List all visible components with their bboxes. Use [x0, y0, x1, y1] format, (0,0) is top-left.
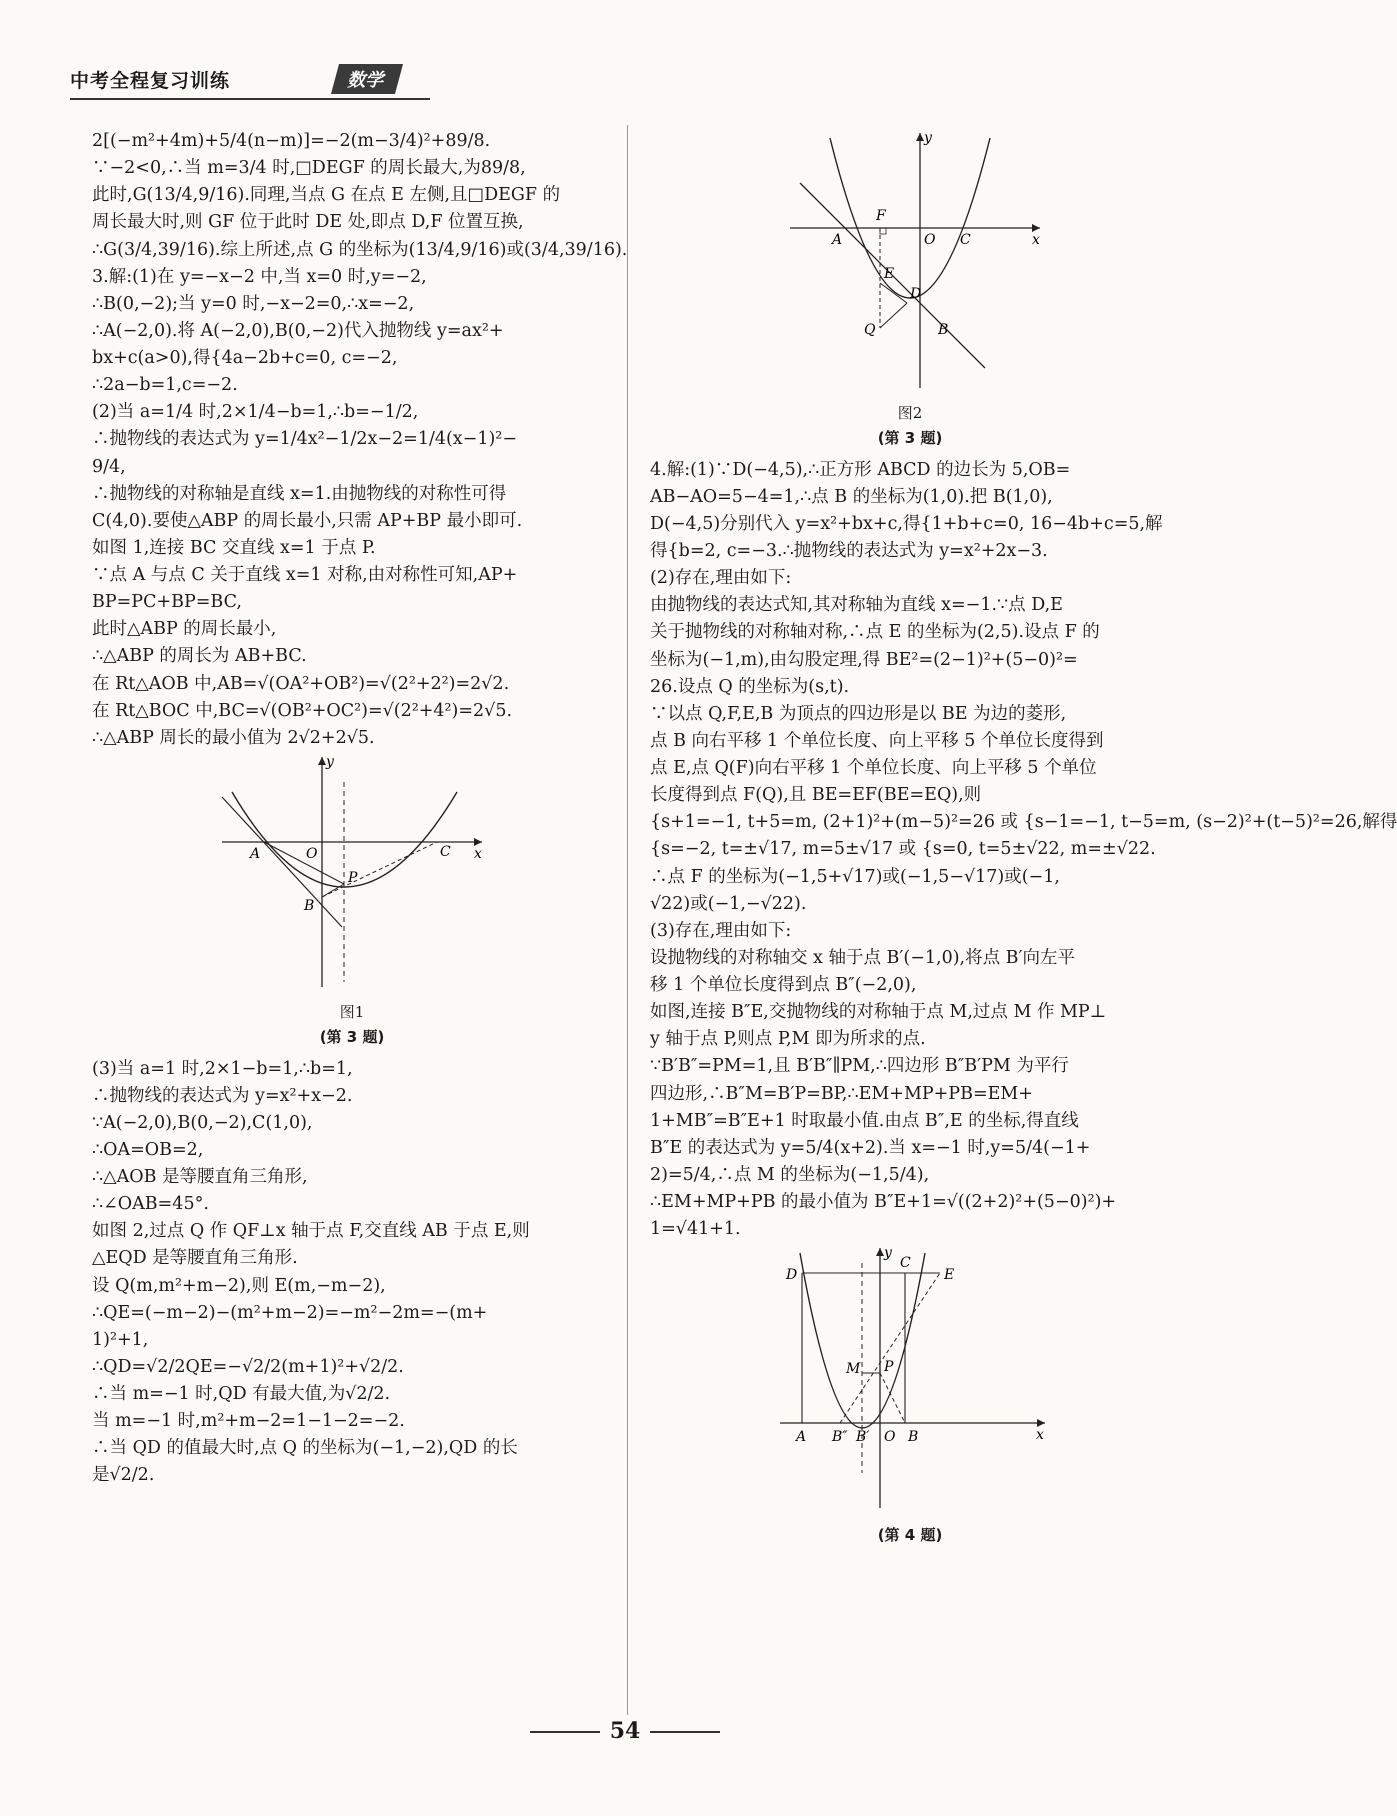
- fig3-label-D: D: [786, 1267, 798, 1284]
- text-line: ∴QD=√2/2QE=−√2/2(m+1)²+√2/2.: [92, 1356, 404, 1377]
- figure-2-graph: [760, 128, 1060, 393]
- text-line: 由抛物线的表达式知,其对称轴为直线 x=−1.∵点 D,E: [650, 595, 1063, 616]
- left-text-block-1: [92, 128, 628, 752]
- text-line: 如图 1,连接 BC 交直线 x=1 于点 P.: [92, 537, 376, 558]
- fig2-label-O: O: [924, 232, 936, 248]
- text-line: 26.设点 Q 的坐标为(s,t).: [650, 676, 850, 697]
- fig1-label-y: y: [326, 753, 334, 770]
- text-line: 9/4,: [92, 456, 126, 477]
- figure-1: [92, 752, 612, 1050]
- fig1-label-O: O: [306, 845, 318, 862]
- fig3-label-E: E: [944, 1267, 955, 1284]
- text-line: 长度得到点 F(Q),且 BE=EF(BE=EQ),则: [650, 785, 982, 806]
- fig3-label-B-prime: B′: [856, 1429, 870, 1446]
- text-line: ∵A(−2,0),B(0,−2),C(1,0),: [92, 1112, 313, 1133]
- figure-2: [650, 128, 1170, 451]
- text-line: ∴B(0,−2);当 y=0 时,−x−2=0,∴x=−2,: [92, 293, 415, 314]
- text-line: 周长最大时,则 GF 位于此时 DE 处,即点 D,F 位置互换,: [92, 212, 524, 233]
- page-number: 54: [609, 1718, 641, 1744]
- fig2-label-y: y: [924, 130, 932, 146]
- right-column: [650, 128, 1397, 1554]
- book-title: 中考全程复习训练: [70, 70, 231, 92]
- text-line: (2)存在,理由如下:: [650, 568, 792, 589]
- text-line: ∴点 F 的坐标为(−1,5+√17)或(−1,5−√17)或(−1,: [650, 866, 1060, 887]
- left-column: [92, 128, 628, 1490]
- fig2-label-D: D: [910, 286, 922, 302]
- fig2-label-B: B: [938, 322, 949, 338]
- text-line: ∴△ABP 的周长为 AB+BC.: [92, 646, 307, 667]
- figure-3: [650, 1243, 1170, 1547]
- text-line: ∵以点 Q,F,E,B 为顶点的四边形是以 BE 为边的菱形,: [650, 703, 1067, 724]
- figure-1-caption: (第 3 题): [319, 1028, 385, 1047]
- header-rule: [70, 98, 430, 100]
- text-line: √22)或(−1,−√22).: [650, 893, 807, 914]
- fig2-label-A: A: [832, 232, 843, 248]
- figure-1-label: 图1: [339, 1003, 365, 1021]
- text-line: 点 B 向右平移 1 个单位长度、向上平移 5 个单位长度得到: [650, 730, 1104, 751]
- text-line: 在 Rt△AOB 中,AB=√(OA²+OB²)=√(2²+2²)=2√2.: [92, 673, 510, 694]
- text-line: {s+1=−1, t+5=m, (2+1)²+(m−5)²=26 或 {s−1=−1, t−5=m, (s−2)²+(t−5)²=26,解得: [650, 812, 1397, 833]
- text-line: 此时△ABP 的周长最小,: [92, 619, 277, 640]
- fig1-label-A: A: [250, 845, 261, 862]
- text-line: ∴抛物线的表达式为 y=1/4x²−1/2x−2=1/4(x−1)²−: [92, 429, 517, 450]
- fig3-label-M: M: [846, 1361, 861, 1378]
- text-line: ∴2a−b=1,c=−2.: [92, 375, 238, 396]
- text-line: 设抛物线的对称轴交 x 轴于点 B′(−1,0),将点 B′向左平: [650, 947, 1075, 968]
- text-line: ∴EM+MP+PB 的最小值为 B″E+1=√((2+2)²+(5−0)²)+: [650, 1192, 1117, 1212]
- text-line: ∴抛物线的表达式为 y=x²+x−2.: [92, 1085, 353, 1106]
- fig3-label-B-double-prime: B″: [832, 1429, 848, 1446]
- fig3-label-B: B: [908, 1429, 919, 1446]
- text-line: C(4,0).要使△ABP 的周长最小,只需 AP+BP 最小即可.: [92, 510, 523, 531]
- text-line: AB−AO=5−4=1,∴点 B 的坐标为(1,0).把 B(1,0),: [650, 486, 1053, 507]
- text-line: 此时,G(13/4,9/16).同理,当点 G 在点 E 左侧,且□DEGF 的: [92, 185, 561, 206]
- left-text-block-2: [92, 1056, 612, 1490]
- text-line: 设 Q(m,m²+m−2),则 E(m,−m−2),: [92, 1275, 386, 1296]
- text-line: BP=PC+BP=BC,: [92, 592, 242, 613]
- text-line: ∵点 A 与点 C 关于直线 x=1 对称,由对称性可知,AP+: [92, 565, 518, 585]
- text-line: 3.解:(1)在 y=−x−2 中,当 x=0 时,y=−2,: [92, 266, 427, 287]
- subject-badge: 数学: [331, 64, 403, 94]
- fig1-label-P: P: [348, 869, 358, 886]
- text-line: 4.解:(1)∵D(−4,5),∴正方形 ABCD 的边长为 5,OB=: [650, 459, 1071, 480]
- text-line: 1+MB″=B″E+1 时取最小值.由点 B″,E 的坐标,得直线: [650, 1110, 1079, 1131]
- text-line: 当 m=−1 时,m²+m−2=1−1−2=−2.: [92, 1411, 405, 1432]
- text-line: 1)²+1,: [92, 1329, 149, 1350]
- text-line: ∴△ABP 周长的最小值为 2√2+2√5.: [92, 727, 375, 748]
- page-header: [70, 58, 1190, 110]
- fig2-label-x: x: [1032, 232, 1040, 248]
- figure-2-label: 图2: [897, 404, 923, 423]
- text-line: 四边形,∴B″M=B′P=BP,∴EM+MP+PB=EM+: [650, 1083, 1033, 1104]
- column-divider: [627, 125, 628, 1715]
- text-line: {s=−2, t=±√17, m=5±√17 或 {s=0, t=5±√22, m=±√22.: [650, 839, 1156, 860]
- text-line: bx+c(a>0),得{4a−2b+c=0, c=−2,: [92, 348, 398, 368]
- text-line: 坐标为(−1,m),由勾股定理,得 BE²=(2−1)²+(5−0)²=: [650, 649, 1078, 670]
- text-line: B″E 的表达式为 y=5/4(x+2).当 x=−1 时,y=5/4(−1+: [650, 1137, 1091, 1158]
- text-line: ∴QE=(−m−2)−(m²+m−2)=−m²−2m=−(m+: [92, 1302, 488, 1323]
- text-line: (2)当 a=1/4 时,2×1/4−b=1,∴b=−1/2,: [92, 402, 419, 423]
- text-line: (3)存在,理由如下:: [650, 920, 792, 941]
- figure-3-graph: [760, 1243, 1060, 1513]
- text-line: 1=√41+1.: [650, 1219, 741, 1240]
- text-line: 如图 2,过点 Q 作 QF⊥x 轴于点 F,交直线 AB 于点 E,则: [92, 1221, 530, 1242]
- fig2-label-Q: Q: [864, 322, 876, 338]
- figure-2-caption: (第 3 题): [877, 429, 943, 448]
- text-line: ∴A(−2,0).将 A(−2,0),B(0,−2)代入抛物线 y=ax²+: [92, 320, 504, 341]
- figure-1-graph: [202, 752, 502, 992]
- fig3-label-O: O: [884, 1429, 896, 1446]
- text-line: ∴△AOB 是等腰直角三角形,: [92, 1167, 308, 1187]
- fig1-label-C: C: [440, 843, 451, 860]
- text-line: ∴当 QD 的值最大时,点 Q 的坐标为(−1,−2),QD 的长: [92, 1438, 518, 1459]
- fig1-label-B: B: [304, 897, 315, 914]
- text-line: 如图,连接 B″E,交抛物线的对称轴于点 M,过点 M 作 MP⊥: [650, 1002, 1107, 1023]
- fig3-label-P: P: [884, 1359, 894, 1376]
- fig2-label-F: F: [876, 208, 886, 224]
- text-line: △EQD 是等腰直角三角形.: [92, 1248, 298, 1269]
- page-number-footer: [0, 1718, 1250, 1744]
- fig3-label-x: x: [1036, 1427, 1044, 1444]
- footer-ornament-right: [650, 1731, 720, 1733]
- text-line: 2[(−m²+4m)+5/4(n−m)]=−2(m−3/4)²+89/8.: [92, 131, 491, 151]
- text-line: y 轴于点 P,则点 P,M 即为所求的点.: [650, 1029, 926, 1050]
- fig3-label-A: A: [796, 1429, 807, 1446]
- fig2-label-C: C: [960, 232, 971, 248]
- text-line: ∴G(3/4,39/16).综上所述,点 G 的坐标为(13/4,9/16)或(3/4,39/16).: [92, 239, 628, 260]
- text-line: 2)=5/4,∴点 M 的坐标为(−1,5/4),: [650, 1164, 930, 1185]
- text-line: 关于抛物线的对称轴对称,∴点 E 的坐标为(2,5).设点 F 的: [650, 622, 1100, 643]
- text-line: (3)当 a=1 时,2×1−b=1,∴b=1,: [92, 1058, 353, 1079]
- fig3-label-y: y: [884, 1245, 892, 1262]
- fig2-label-E: E: [884, 266, 895, 282]
- fig3-label-C: C: [900, 1255, 911, 1272]
- text-line: 在 Rt△BOC 中,BC=√(OB²+OC²)=√(2²+4²)=2√5.: [92, 700, 513, 721]
- text-line: 是√2/2.: [92, 1465, 155, 1486]
- footer-ornament-left: [530, 1731, 600, 1733]
- figure-3-caption: (第 4 题): [877, 1526, 943, 1545]
- fig1-label-x: x: [474, 845, 482, 862]
- right-text-block: [650, 457, 1397, 1244]
- text-line: ∵−2<0,∴当 m=3/4 时,□DEGF 的周长最大,为89/8,: [92, 158, 526, 179]
- text-line: ∵B′B″=PM=1,且 B′B″∥PM,∴四边形 B″B′PM 为平行: [650, 1056, 1069, 1077]
- text-line: D(−4,5)分别代入 y=x²+bx+c,得{1+b+c=0, 16−4b+c=5,解: [650, 513, 1163, 534]
- text-line: ∴抛物线的对称轴是直线 x=1.由抛物线的对称性可得: [92, 483, 507, 504]
- text-line: ∴OA=OB=2,: [92, 1139, 204, 1160]
- text-line: ∴当 m=−1 时,QD 有最大值,为√2/2.: [92, 1384, 391, 1404]
- text-line: 移 1 个单位长度得到点 B″(−2,0),: [650, 975, 917, 995]
- text-line: 点 E,点 Q(F)向右平移 1 个单位长度、向上平移 5 个单位: [650, 758, 1097, 778]
- text-line: ∴∠OAB=45°.: [92, 1194, 209, 1215]
- text-line: 得{b=2, c=−3.∴抛物线的表达式为 y=x²+2x−3.: [650, 541, 1048, 561]
